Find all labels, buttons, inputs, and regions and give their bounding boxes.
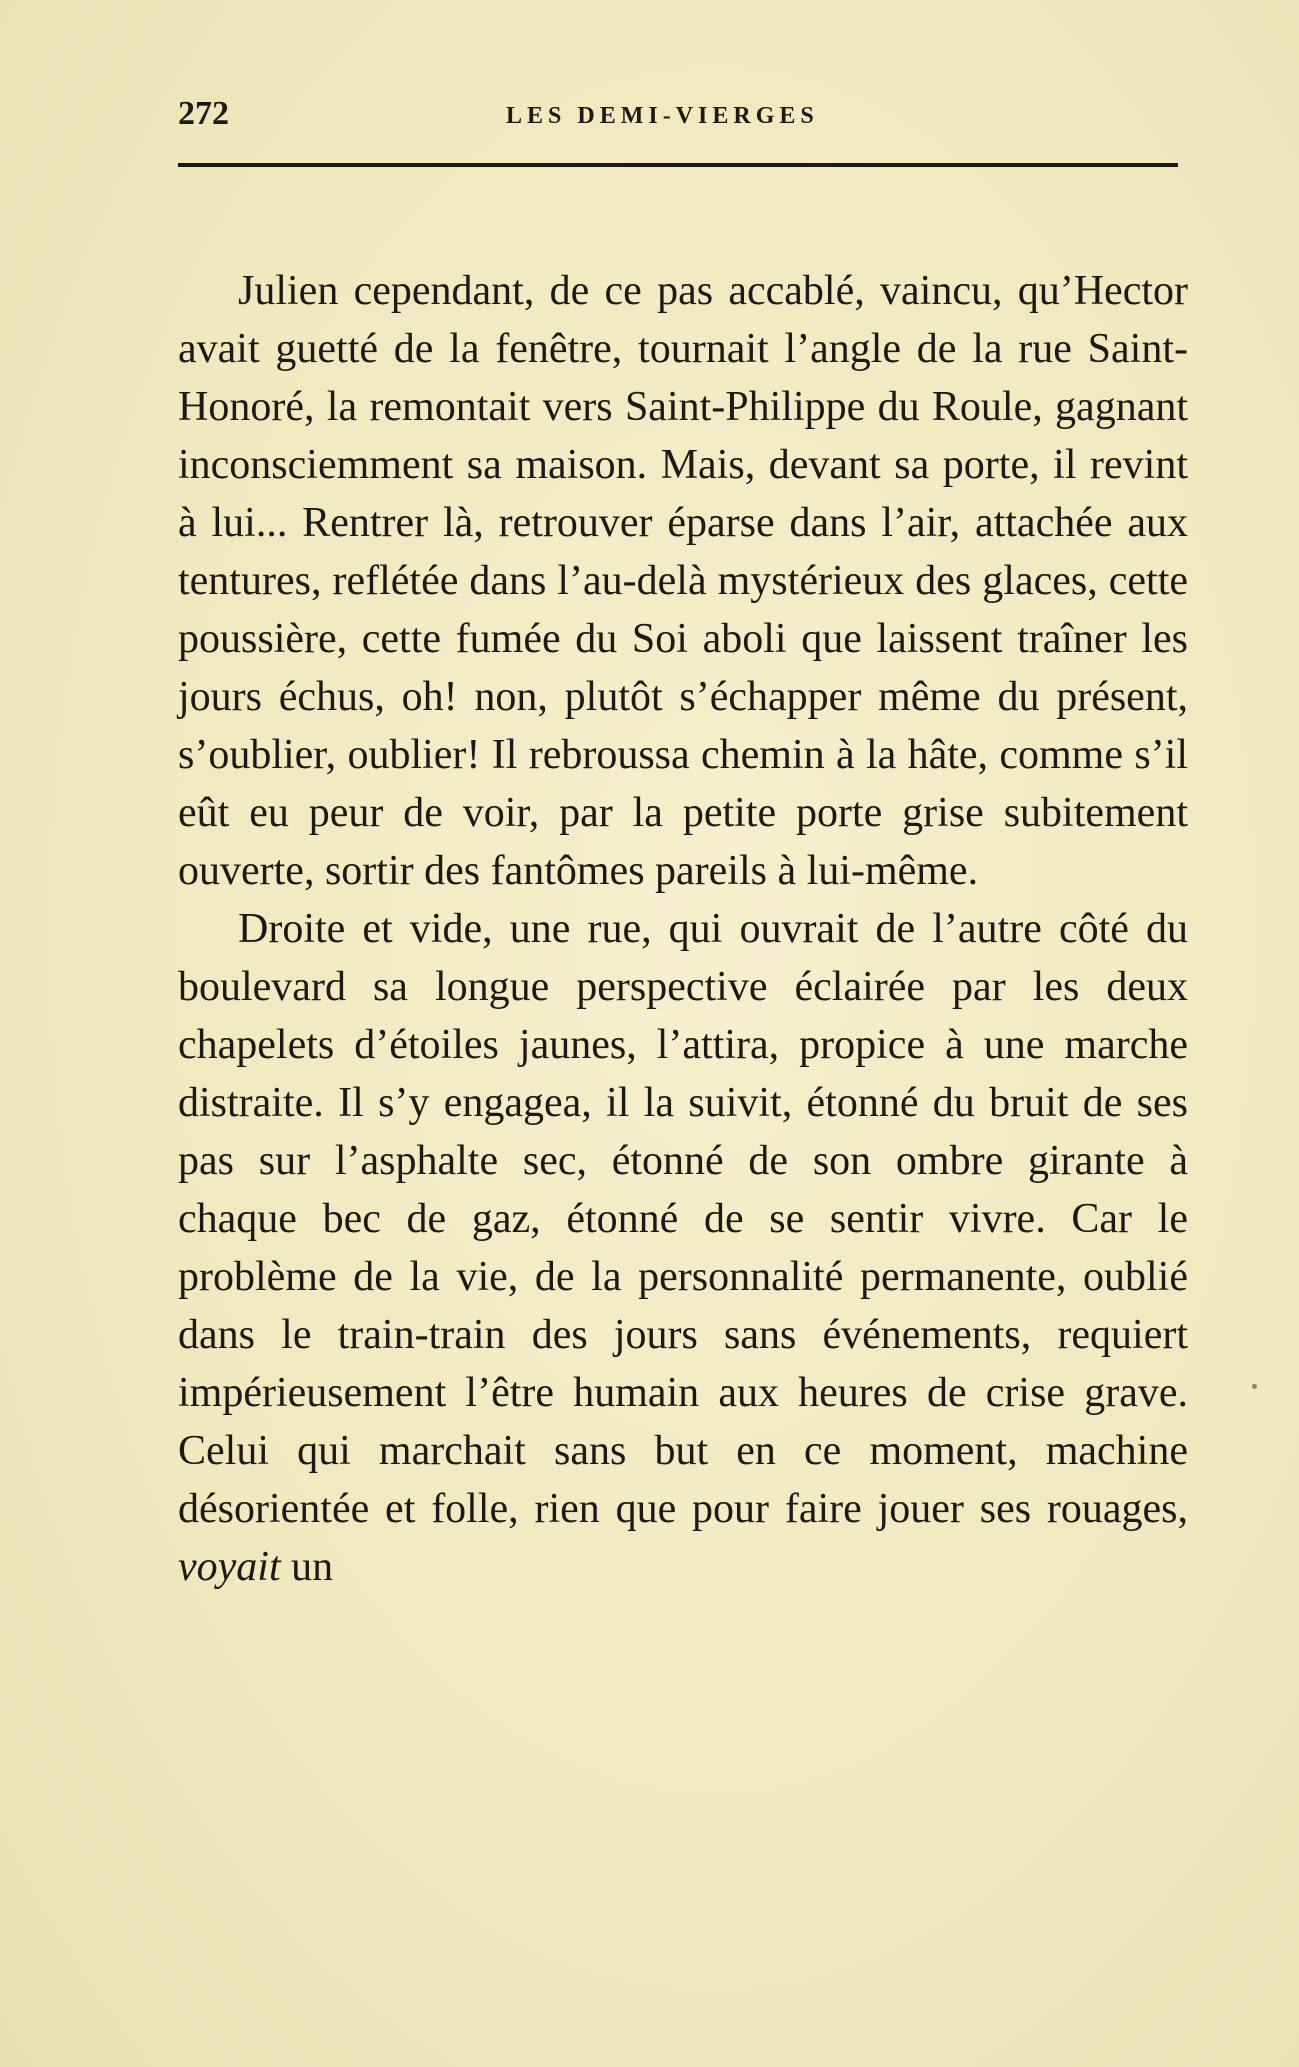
header-rule bbox=[178, 163, 1178, 167]
running-title: LES DEMI-VIERGES bbox=[506, 103, 819, 129]
body-text bbox=[178, 262, 1188, 1596]
italic-word: voyait bbox=[178, 1544, 281, 1590]
paragraph-1-text: Julien cependant, de ce pas accablé, vaincu, qu’Hector avait guetté de la fenêtre, tournait l’angle de la rue Saint-Honoré, la remontait vers Saint-Philippe du Roule, gagnant inconsciemment sa maison. Mais, devant sa porte, il revint à lui... Rentrer là, retrouver éparse dans l’air, attachée aux tentures, reflétée dans l’au-delà mystérieux des glaces, cette poussière, cette fumée du Soi aboli que laissent traîner les jours échus, oh! non, plutôt s’échapper même du présent, s’oublier, oublier! Il rebroussa chemin à la hâte, comme s’il eût eu peur de voir, par la petite porte grise subitement ouverte, sortir des fantômes pareils à lui-même. bbox=[178, 268, 1188, 894]
page-header bbox=[178, 92, 1178, 142]
page-number: 272 bbox=[178, 95, 229, 132]
paragraph-1 bbox=[178, 262, 1188, 900]
paragraph-2-tail: un bbox=[280, 1544, 334, 1590]
paragraph-2 bbox=[178, 900, 1188, 1596]
paragraph-2-text: Droite et vide, une rue, qui ouvrait de l’autre côté du boulevard sa longue perspective éclairée par les deux chapelets d’étoiles jaunes, l’attira, propice à une marche distraite. Il s’y engagea, il la suivit, étonné du bruit de ses pas sur l’asphalte sec, étonné de son ombre girante à chaque bec de gaz, étonné de se sentir vivre. Car le problème de la vie, de la personnalité permanente, oublié dans le train-train des jours sans événements, requiert impérieusement l’être humain aux heures de crise grave. Celui qui marchait sans but en ce moment, machine désorientée et folle, rien que pour faire jouer ses rouages, bbox=[178, 906, 1188, 1532]
paper-speck bbox=[1252, 1384, 1257, 1389]
